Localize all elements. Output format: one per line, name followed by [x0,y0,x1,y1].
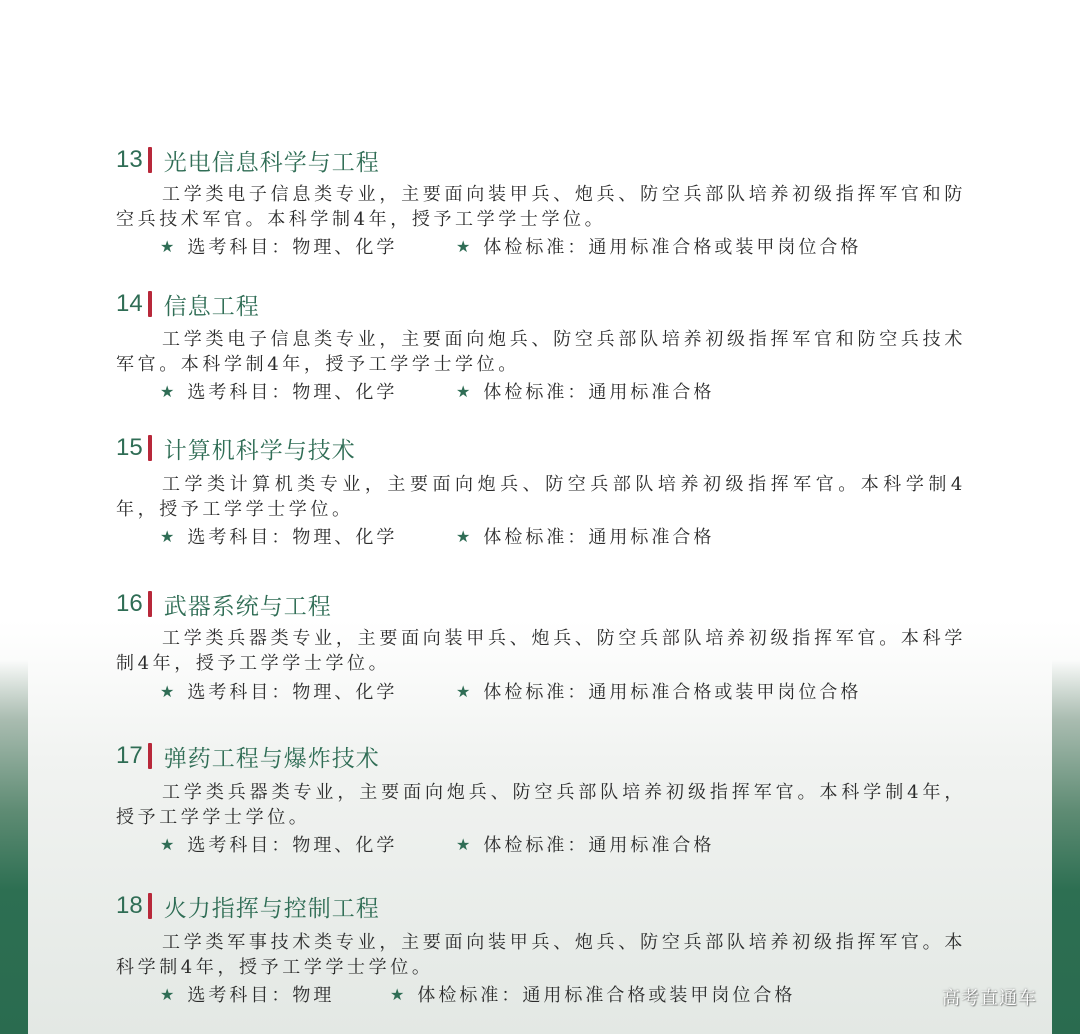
physical-label: 体检标准：通用标准合格 [483,382,715,403]
major-requirements [160,378,714,404]
major-description: 工学类电子信息类专业，主要面向装甲兵、炮兵、防空兵部队培养初级指挥军官和防空兵技术军官。本科学制4年，授予工学学士学位。 [116,184,966,230]
major-description: 工学类兵器类专业，主要面向装甲兵、炮兵、防空兵部队培养初级指挥军官。本科学制4年，授予工学学士学位。 [116,628,966,674]
star-icon: ★ [390,984,408,1004]
major-description: 工学类军事技术类专业，主要面向装甲兵、炮兵、防空兵部队培养初级指挥军官。本科学制4年，授予工学学士学位。 [116,932,966,978]
major-description: 工学类兵器类专业，主要面向炮兵、防空兵部队培养初级指挥军官。本科学制4年，授予工学学士学位。 [116,782,966,828]
major-heading [116,433,356,463]
physical-requirement [390,981,795,1007]
physical-requirement [456,678,861,704]
major-requirements [160,981,795,1007]
major-description: 工学类计算机类专业，主要面向炮兵、防空兵部队培养初级指挥军官。本科学制4年，授予工学学士学位。 [116,474,966,520]
major-requirements [160,523,714,549]
subjects-requirement [160,678,456,704]
subjects-requirement [160,981,390,1007]
major-title: 武器系统与工程 [163,593,332,620]
star-icon: ★ [160,381,178,401]
major-number: 18 [116,892,143,919]
red-divider-bar [148,893,152,919]
major-title: 弹药工程与爆炸技术 [163,745,380,772]
physical-requirement [456,831,714,857]
subjects-requirement [160,233,456,259]
major-requirements [160,233,861,259]
star-icon: ★ [160,236,178,256]
major-title: 光电信息科学与工程 [163,149,380,176]
subjects-requirement [160,378,456,404]
major-number: 13 [116,146,143,173]
star-icon: ★ [160,834,178,854]
red-divider-bar [148,743,152,769]
major-heading [116,289,260,319]
major-requirements [160,678,861,704]
subjects-label: 选考科目：物理、化学 [187,382,398,403]
star-icon: ★ [456,681,474,701]
major-heading [116,891,380,921]
right-green-band [1052,660,1080,1034]
major-heading [116,145,380,175]
physical-label: 体检标准：通用标准合格或装甲岗位合格 [483,682,862,703]
star-icon: ★ [456,381,474,401]
physical-requirement [456,233,861,259]
major-heading [116,589,332,619]
physical-label: 体检标准：通用标准合格 [483,835,715,856]
subjects-label: 选考科目：物理、化学 [187,682,398,703]
subjects-label: 选考科目：物理 [187,985,335,1006]
left-green-band [0,660,28,1034]
subjects-label: 选考科目：物理、化学 [187,835,398,856]
red-divider-bar [148,591,152,617]
subjects-requirement [160,523,456,549]
major-title: 信息工程 [163,293,260,320]
major-number: 14 [116,290,143,317]
star-icon: ★ [160,984,178,1004]
subjects-requirement [160,831,456,857]
major-description: 工学类电子信息类专业，主要面向炮兵、防空兵部队培养初级指挥军官和防空兵技术军官。本科学制4年，授予工学学士学位。 [116,329,966,375]
red-divider-bar [148,147,152,173]
red-divider-bar [148,435,152,461]
major-number: 16 [116,590,143,617]
physical-requirement [456,523,714,549]
star-icon: ★ [160,526,178,546]
physical-label: 体检标准：通用标准合格或装甲岗位合格 [483,237,862,258]
major-title: 计算机科学与技术 [163,437,356,464]
major-title: 火力指挥与控制工程 [163,895,380,922]
physical-requirement [456,378,714,404]
physical-label: 体检标准：通用标准合格或装甲岗位合格 [417,985,796,1006]
star-icon: ★ [456,834,474,854]
physical-label: 体检标准：通用标准合格 [483,527,715,548]
star-icon: ★ [456,526,474,546]
major-requirements [160,831,714,857]
major-number: 15 [116,434,143,461]
watermark: 高考直通车 [942,988,1037,1009]
red-divider-bar [148,291,152,317]
subjects-label: 选考科目：物理、化学 [187,527,398,548]
star-icon: ★ [160,681,178,701]
major-heading [116,741,380,771]
star-icon: ★ [456,236,474,256]
subjects-label: 选考科目：物理、化学 [187,237,398,258]
major-number: 17 [116,742,143,769]
